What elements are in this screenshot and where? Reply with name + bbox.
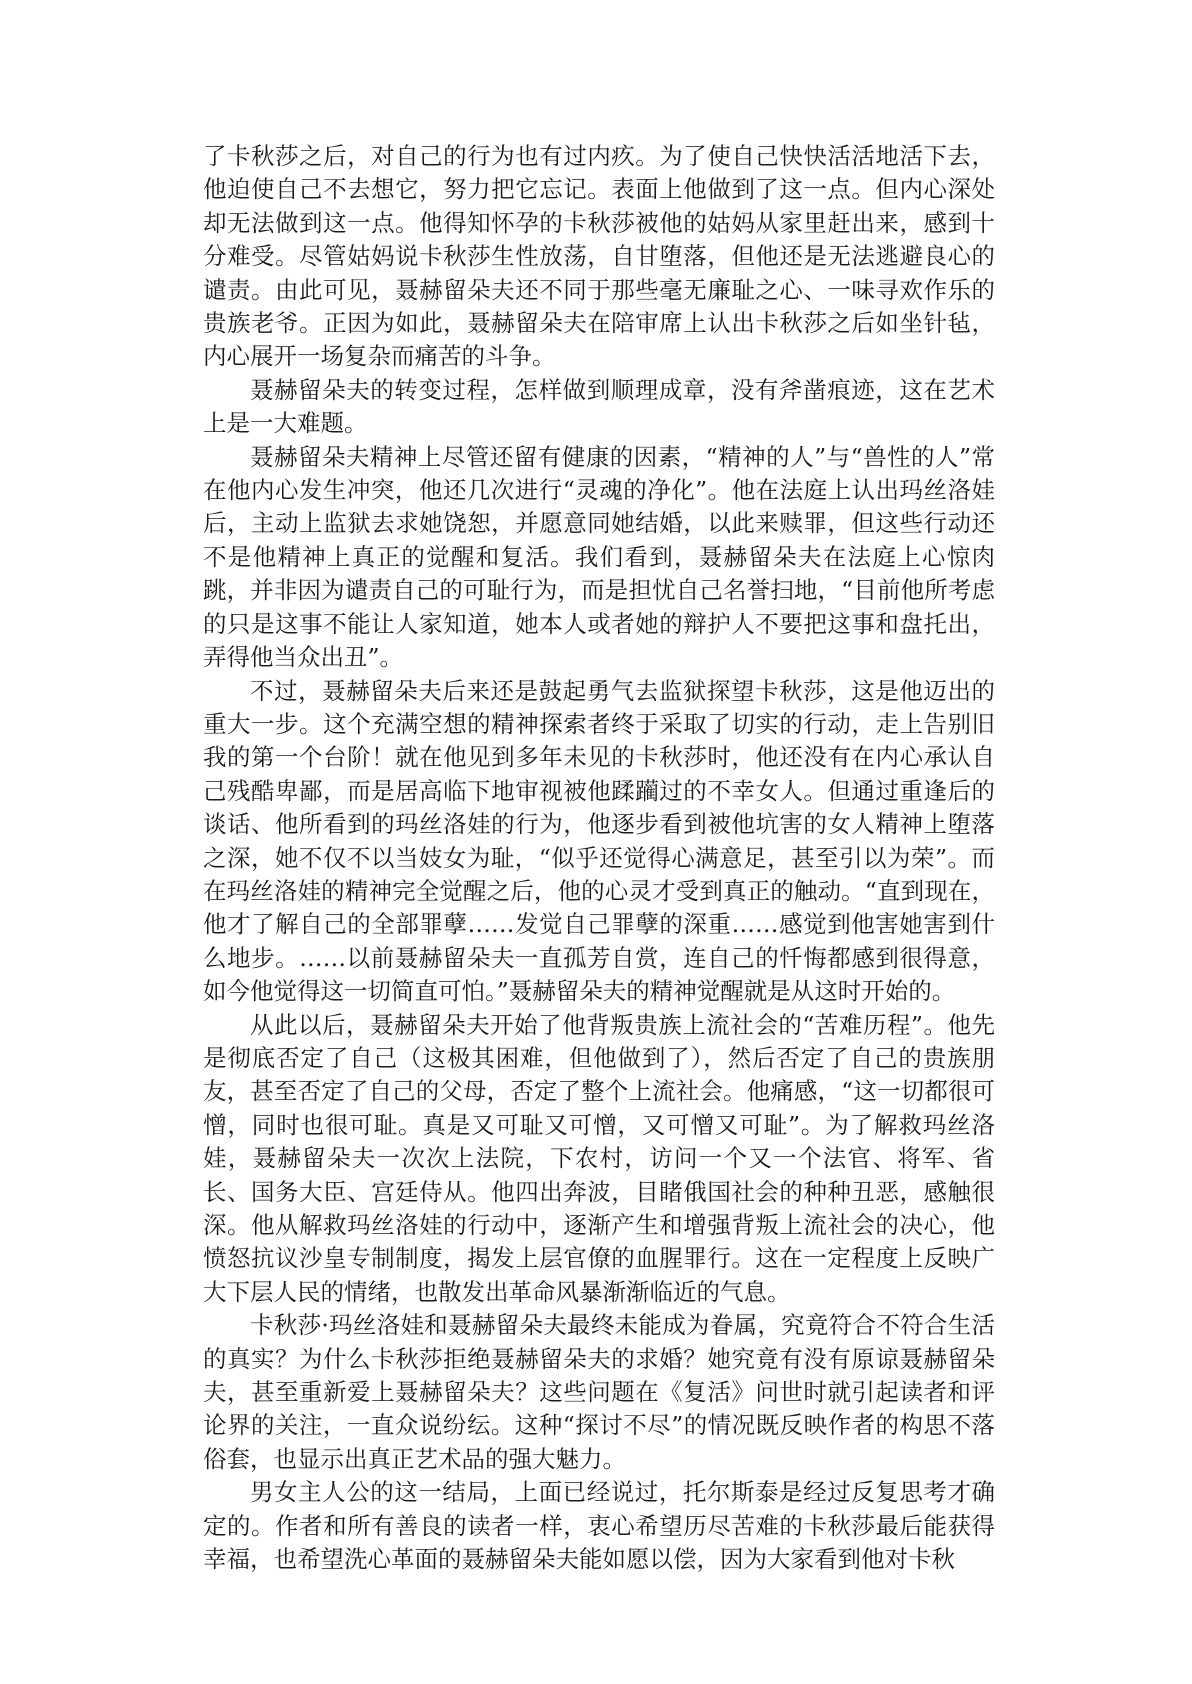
paragraph: 聂赫留朵夫的转变过程，怎样做到顺理成章，没有斧凿痕迹，这在艺术上是一大难题。	[203, 375, 995, 438]
body-text	[203, 140, 995, 1576]
paragraph-continuation: 了卡秋莎之后，对自己的行为也有过内疚。为了使自己快快活活地活下去，他迫使自己不去想它，努力把它忘记。表面上他做到了这一点。但内心深处却无法做到这一点。他得知怀孕的卡秋莎被他的姑妈从家里赶出来，感到十分难受。尽管姑妈说卡秋莎生性放荡，自甘堕落，但他还是无法逃避良心的谴责。由此可见，聂赫留朵夫还不同于那些毫无廉耻之心、一味寻欢作乐的贵族老爷。正因为如此，聂赫留朵夫在陪审席上认出卡秋莎之后如坐针毡，内心展开一场复杂而痛苦的斗争。	[203, 142, 995, 371]
paragraph: 卡秋莎·玛丝洛娃和聂赫留朵夫最终未能成为眷属，究竟符合不符合生活的真实？为什么卡秋莎拒绝聂赫留朵夫的求婚？她究竟有没有原谅聂赫留朵夫，甚至重新爱上聂赫留朵夫？这些问题在《复活》问世时就引起读者和评论界的关注，一直众说纷纭。这种“探讨不尽”的情况既反映作者的构思不落俗套，也显示出真正艺术品的强大魅力。	[203, 1311, 995, 1473]
paragraph: 不过，聂赫留朵夫后来还是鼓起勇气去监狱探望卡秋莎，这是他迈出的重大一步。这个充满空想的精神探索者终于采取了切实的行动，走上告别旧我的第一个台阶！就在他见到多年未见的卡秋莎时，他还没有在内心承认自己残酷卑鄙，而是居高临下地审视被他蹂躏过的不幸女人。但通过重逢后的谈话、他所看到的玛丝洛娃的行为，他逐步看到被他坑害的女人精神上堕落之深，她不仅不以当妓女为耻，“似乎还觉得心满意足，甚至引以为荣”。而在玛丝洛娃的精神完全觉醒之后，他的心灵才受到真正的触动。“直到现在，他才了解自己的全部罪孽……发觉自己罪孽的深重……感觉到他害她害到什么地步。……以前聂赫留朵夫一直孤芳自赏，连自己的忏悔都感到很得意，如今他觉得这一切简直可怕。”聂赫留朵夫的精神觉醒就是从这时开始的。	[203, 676, 995, 1006]
paragraph: 从此以后，聂赫留朵夫开始了他背叛贵族上流社会的“苦难历程”。他先是彻底否定了自己（这极其困难，但他做到了），然后否定了自己的贵族朋友，甚至否定了自己的父母，否定了整个上流社会。他痛感，“这一切都很可憎，同时也很可耻。真是又可耻又可憎，又可憎又可耻”。为了解救玛丝洛娃，聂赫留朵夫一次次上法院，下农村，访问一个又一个法官、将军、省长、国务大臣、宫廷侍从。他四出奔波，目睹俄国社会的种种丑恶，感触很深。他从解救玛丝洛娃的行动中，逐渐产生和增强背叛上流社会的决心，他愤怒抗议沙皇专制制度，揭发上层官僚的血腥罪行。这在一定程度上反映广大下层人民的情绪，也散发出革命风暴渐渐临近的气息。	[203, 1010, 995, 1306]
paragraph: 聂赫留朵夫精神上尽管还留有健康的因素，“精神的人”与“兽性的人”常在他内心发生冲突，他还几次进行“灵魂的净化”。他在法庭上认出玛丝洛娃后，主动上监狱去求她饶恕，并愿意同她结婚，以此来赎罪，但这些行动还不是他精神上真正的觉醒和复活。我们看到，聂赫留朵夫在法庭上心惊肉跳，并非因为谴责自己的可耻行为，而是担忧自己名誉扫地，“目前他所考虑的只是这事不能让人家知道，她本人或者她的辩护人不要把这事和盘托出，弄得他当众出丑”。	[203, 442, 995, 672]
paragraph: 男女主人公的这一结局，上面已经说过，托尔斯泰是经过反复思考才确定的。作者和所有善良的读者一样，衷心希望历尽苦难的卡秋莎最后能获得幸福，也希望洗心革面的聂赫留朵夫能如愿以偿，因为大家看到他对卡秋	[203, 1478, 995, 1574]
